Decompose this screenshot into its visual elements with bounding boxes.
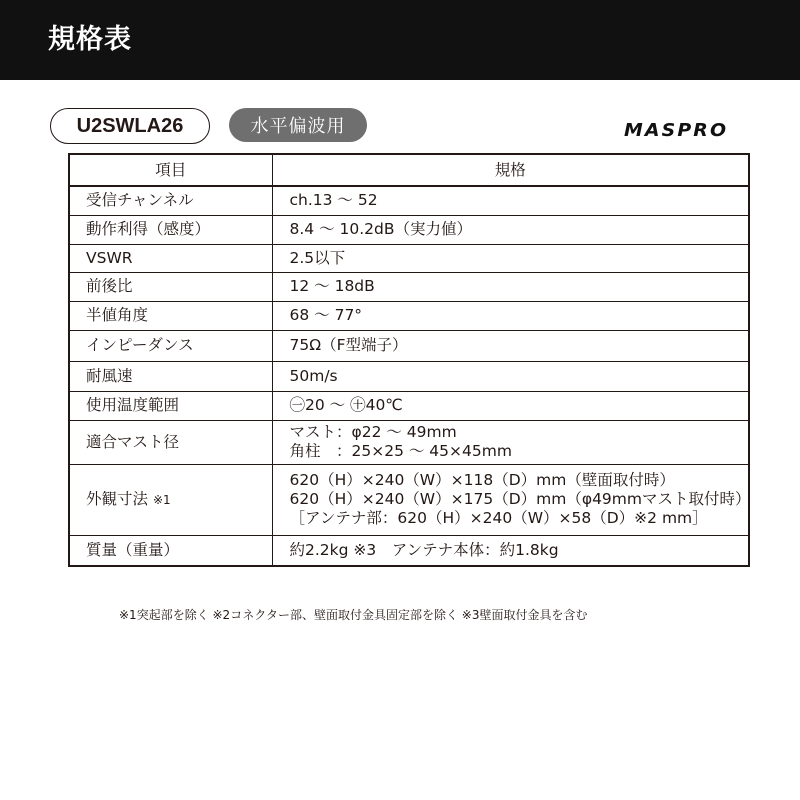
row-value	[272, 330, 749, 361]
table-row	[69, 535, 749, 566]
value-line: 角柱 ：25×25 ～ 45×45mm	[289, 442, 512, 460]
table-row	[69, 391, 749, 420]
table-row	[69, 272, 749, 301]
row-label-text: 外観寸法	[86, 489, 149, 508]
table-row	[69, 361, 749, 391]
value-line: 620（H）×240（W）×118（D）mm（壁面取付時）	[289, 471, 675, 489]
row-value	[272, 272, 749, 301]
row-label: 半値角度	[69, 301, 272, 330]
value-line: ㊀20 ～ ㊉40℃	[289, 396, 403, 414]
model-name-badge: U2SWLA26	[50, 108, 210, 144]
header-bar	[0, 0, 800, 80]
row-value	[272, 464, 749, 535]
row-label: 使用温度範囲	[69, 391, 272, 420]
spec-table	[68, 153, 750, 567]
table-row	[69, 186, 749, 215]
page-title: 規格表	[48, 24, 132, 55]
row-label: 受信チャンネル	[69, 186, 272, 215]
value-line: 8.4 ～ 10.2dB（実力値）	[289, 220, 472, 238]
row-value	[272, 420, 749, 464]
row-label: 耐風速	[69, 361, 272, 391]
row-value	[272, 391, 749, 420]
row-label: 質量（重量）	[69, 535, 272, 566]
value-line: 12 ～ 18dB	[289, 277, 375, 295]
value-line: 50m/s	[289, 366, 338, 385]
table-header-row	[69, 154, 749, 186]
value-line: 620（H）×240（W）×175（D）mm（φ49mmマスト取付時）	[289, 490, 751, 508]
row-label-note: ※1	[152, 492, 171, 507]
value-line: マスト：φ22 ～ 49mm	[289, 423, 457, 441]
value-line: ［アンテナ部：620（H）×240（W）×58（D）※2 mm］	[289, 509, 708, 527]
row-label: 前後比	[69, 272, 272, 301]
row-label: 適合マスト径	[69, 420, 272, 464]
table-row	[69, 330, 749, 361]
row-value	[272, 215, 749, 244]
polarization-badge: 水平偏波用	[229, 108, 367, 142]
value-line: 2.5以下	[289, 248, 346, 267]
value-line: 75Ω（F型端子）	[289, 336, 408, 354]
table-row	[69, 244, 749, 272]
row-value	[272, 186, 749, 215]
footnote: ※1突起部を除く ※2コネクター部、壁面取付金具固定部を除く ※3壁面取付金具を含む	[119, 608, 588, 622]
value-line: 約2.2kg ※3 アンテナ本体：約1.8kg	[289, 540, 559, 559]
row-value	[272, 361, 749, 391]
table-row	[69, 464, 749, 535]
row-label	[69, 464, 272, 535]
row-label: インピーダンス	[69, 330, 272, 361]
brand-logo: MASPRO	[624, 120, 729, 141]
value-line: 68 ～ 77°	[289, 306, 363, 324]
column-header-spec: 規格	[272, 154, 749, 186]
value-line: ch.13 ～ 52	[289, 191, 378, 210]
row-value	[272, 535, 749, 566]
row-label: 動作利得（感度）	[69, 215, 272, 244]
table-row	[69, 215, 749, 244]
row-label: VSWR	[69, 244, 272, 272]
row-value	[272, 301, 749, 330]
table-row	[69, 301, 749, 330]
column-header-item: 項目	[69, 154, 272, 186]
row-value	[272, 244, 749, 272]
table-row	[69, 420, 749, 464]
